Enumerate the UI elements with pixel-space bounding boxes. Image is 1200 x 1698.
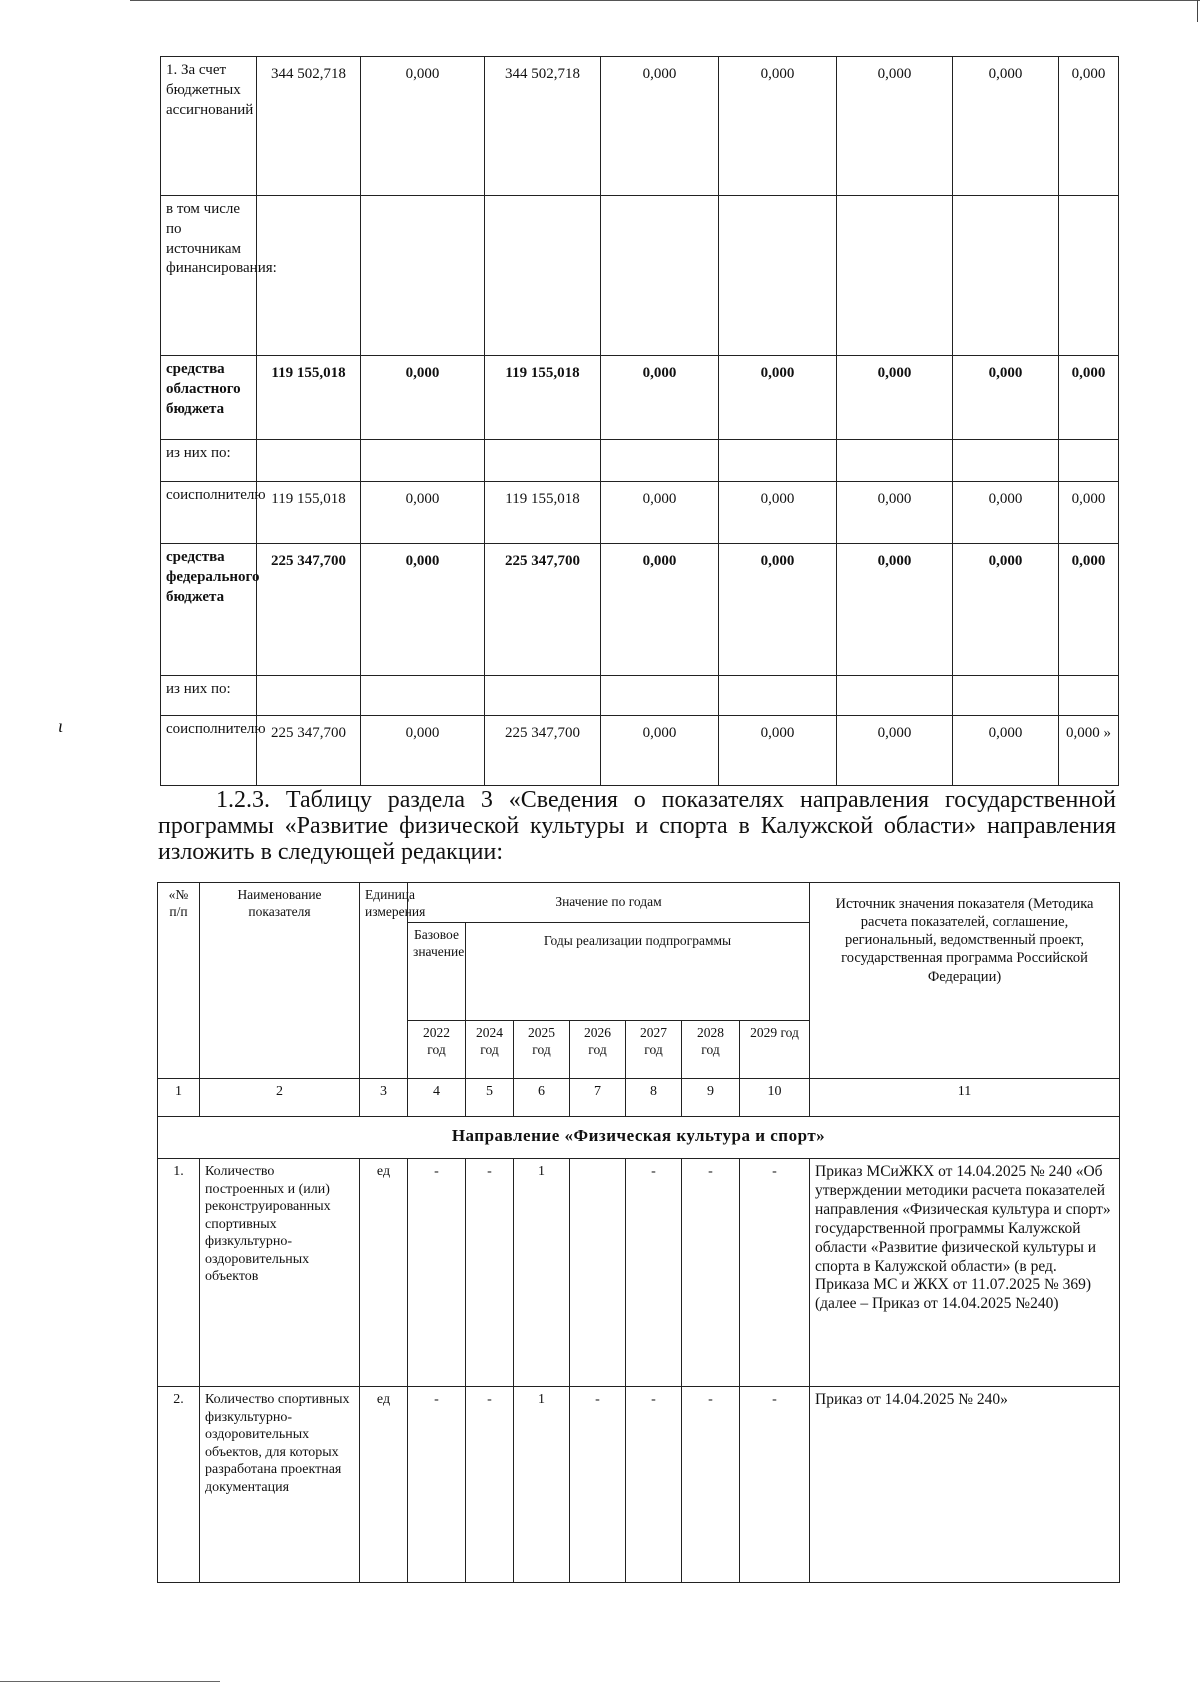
financing-value [1059,440,1119,482]
stray-mark: ɩ [58,716,64,736]
financing-value: 0,000 [837,716,953,786]
financing-row [161,676,1119,716]
financing-value [953,196,1059,356]
financing-value [485,196,601,356]
indicator-value: 1 [514,1387,570,1583]
financing-row [161,544,1119,676]
indicator-value: - [408,1159,466,1387]
financing-value: 0,000 [719,482,837,544]
indicator-source: Приказ от 14.04.2025 № 240» [810,1387,1120,1583]
scan-edge-right [1197,0,1198,22]
indicator-value: - [626,1159,682,1387]
financing-value: 0,000 [1059,482,1119,544]
financing-value: 119 155,018 [485,482,601,544]
financing-row-label: соисполнителю [161,482,257,544]
financing-value [601,196,719,356]
financing-value: 225 347,700 [257,716,361,786]
indicator-value: - [740,1387,810,1583]
financing-value: 119 155,018 [257,356,361,440]
column-number: 6 [514,1079,570,1117]
financing-table-body [161,57,1119,786]
financing-value [1059,676,1119,716]
financing-value: 0,000 [719,57,837,196]
financing-value: 0,000 » [1059,716,1119,786]
header-year: 2027 год [626,1021,682,1079]
financing-value [361,196,485,356]
scan-edge-top [130,0,1200,7]
financing-value [719,196,837,356]
financing-value: 0,000 [361,356,485,440]
column-number: 3 [360,1079,408,1117]
financing-value: 225 347,700 [485,544,601,676]
financing-value [837,676,953,716]
financing-value: 0,000 [719,356,837,440]
header-year: 2026 год [570,1021,626,1079]
indicators-table-body [158,1159,1120,1583]
indicator-row [158,1387,1120,1583]
financing-value: 0,000 [361,57,485,196]
financing-value: 0,000 [361,716,485,786]
column-number: 7 [570,1079,626,1117]
header-year: 2022 год [408,1021,466,1079]
financing-value: 0,000 [953,482,1059,544]
indicator-num: 2. [158,1387,200,1583]
indicator-num: 1. [158,1159,200,1387]
indicator-unit: ед [360,1159,408,1387]
financing-value: 0,000 [1059,544,1119,676]
column-number: 10 [740,1079,810,1117]
indicator-value: - [682,1159,740,1387]
header-source: Источник значения показателя (Методика расчета показателей, соглашение, региональный, ведомственный проект, государственная программа Российской Федерации) [810,883,1120,1079]
financing-value: 0,000 [719,544,837,676]
financing-value [719,440,837,482]
financing-row-label: 1. За счет бюджетных ассигнований [161,57,257,196]
column-number: 4 [408,1079,466,1117]
financing-value: 0,000 [1059,356,1119,440]
financing-value [837,440,953,482]
financing-row-label: в том числе по источникам финансирования: [161,196,257,356]
indicator-value: - [570,1387,626,1583]
financing-value: 0,000 [953,57,1059,196]
financing-table [160,56,1119,786]
indicator-value: - [740,1159,810,1387]
indicator-value: - [466,1387,514,1583]
financing-row [161,196,1119,356]
financing-value [361,676,485,716]
indicators-table [157,882,1120,1583]
financing-value: 0,000 [837,544,953,676]
column-number: 1 [158,1079,200,1117]
financing-value: 344 502,718 [485,57,601,196]
scan-edge-bottom [0,1681,220,1682]
financing-value [837,196,953,356]
financing-value [719,676,837,716]
financing-value: 0,000 [361,544,485,676]
indicator-unit: ед [360,1387,408,1583]
financing-row [161,482,1119,544]
financing-value [601,676,719,716]
indicator-value: - [408,1387,466,1583]
column-number: 8 [626,1079,682,1117]
financing-value: 225 347,700 [257,544,361,676]
header-year: 2025 год [514,1021,570,1079]
column-number: 9 [682,1079,740,1117]
indicator-value [570,1159,626,1387]
financing-value: 0,000 [1059,57,1119,196]
financing-value: 0,000 [953,716,1059,786]
section-title: Направление «Физическая культура и спорт» [158,1117,1120,1159]
indicator-source: Приказ МСиЖКХ от 14.04.2025 № 240 «Об утверждении методики расчета показателей направления «Физическая культура и спорт» государственной программы Калужской области «Развитие физической культуры и спорта в Калужской области» (в ред. Приказа МС и ЖКХ от 11.07.2025 № 369) (далее – Приказ от 14.04.2025 №240) [810,1159,1120,1387]
financing-value [257,676,361,716]
financing-value [953,440,1059,482]
indicator-name: Количество построенных и (или) реконструированных спортивных физкультурно-оздоровительных объектов [200,1159,360,1387]
indicator-row [158,1159,1120,1387]
financing-value: 0,000 [837,482,953,544]
financing-value: 0,000 [361,482,485,544]
indicator-value: 1 [514,1159,570,1387]
financing-row-label: из них по: [161,676,257,716]
financing-row-label: соисполнителю [161,716,257,786]
header-base: Базовое значение [408,923,466,1021]
financing-value: 344 502,718 [257,57,361,196]
indicator-name: Количество спортивных физкультурно-оздоровительных объектов, для которых разработана проектная документация [200,1387,360,1583]
financing-value: 225 347,700 [485,716,601,786]
financing-value: 0,000 [601,57,719,196]
financing-value [485,440,601,482]
financing-row-label: средства федерального бюджета [161,544,257,676]
financing-value [953,676,1059,716]
financing-value: 0,000 [719,716,837,786]
financing-value: 0,000 [953,356,1059,440]
financing-value: 0,000 [601,356,719,440]
column-number: 11 [810,1079,1120,1117]
header-name: Наименование показателя [200,883,360,1079]
indicator-value: - [626,1387,682,1583]
header-years-impl: Годы реализации подпрограммы [466,923,810,1021]
financing-value: 119 155,018 [257,482,361,544]
financing-value [1059,196,1119,356]
financing-row [161,356,1119,440]
column-number: 2 [200,1079,360,1117]
financing-row [161,57,1119,196]
header-year: 2029 год [740,1021,810,1079]
financing-value: 0,000 [837,57,953,196]
financing-value: 0,000 [601,482,719,544]
indicator-value: - [466,1159,514,1387]
header-year: 2028 год [682,1021,740,1079]
header-unit: Единица измерения [360,883,408,1079]
financing-value: 0,000 [601,544,719,676]
header-values: Значение по годам [408,883,810,923]
indicator-value: - [682,1387,740,1583]
financing-value [361,440,485,482]
financing-value: 0,000 [601,716,719,786]
financing-row [161,440,1119,482]
header-num: «№ п/п [158,883,200,1079]
financing-value: 119 155,018 [485,356,601,440]
financing-value [257,440,361,482]
financing-row-label: из них по: [161,440,257,482]
header-year: 2024 год [466,1021,514,1079]
column-number: 5 [466,1079,514,1117]
amendment-paragraph: 1.2.3. Таблицу раздела 3 «Сведения о показателях направления государственной программы «Развитие физической культуры и спорта в Калужской области» направления изложить в следующей редакции: [158,787,1116,865]
financing-value [485,676,601,716]
financing-row [161,716,1119,786]
financing-value: 0,000 [953,544,1059,676]
financing-row-label: средства областного бюджета [161,356,257,440]
financing-value: 0,000 [837,356,953,440]
financing-value [601,440,719,482]
